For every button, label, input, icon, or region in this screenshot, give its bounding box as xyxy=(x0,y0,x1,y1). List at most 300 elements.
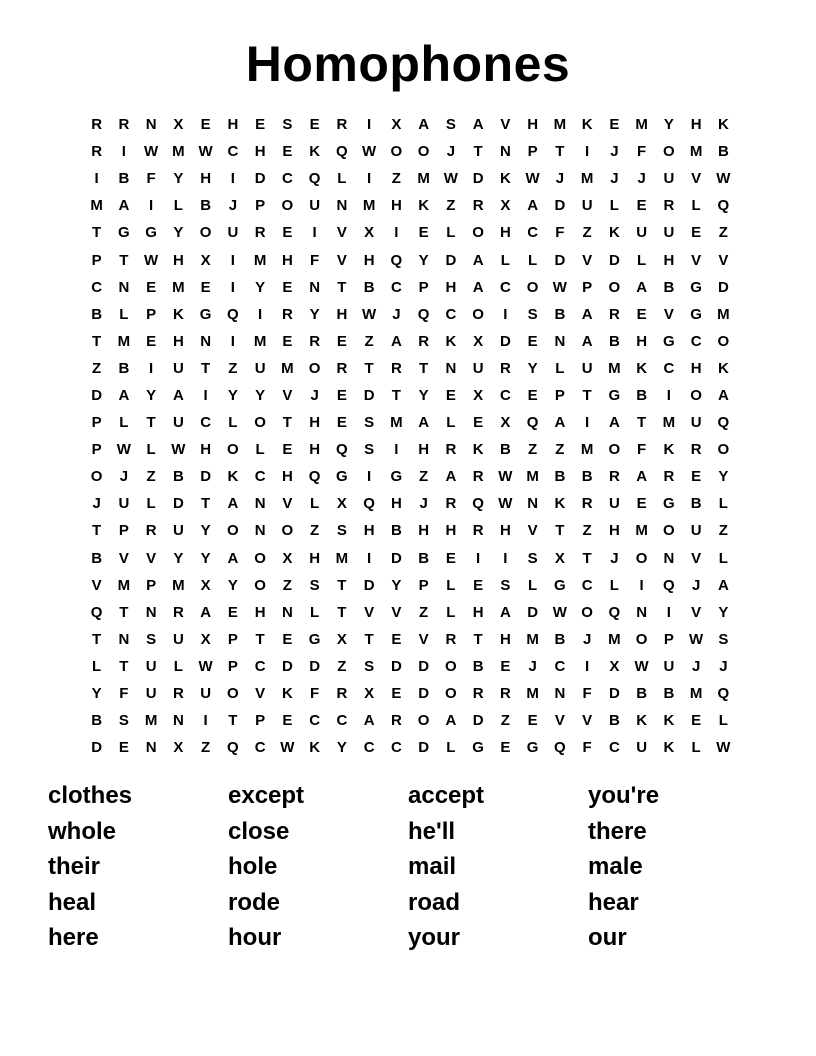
grid-letter: I xyxy=(230,251,235,269)
grid-letter: H xyxy=(445,522,457,540)
grid-letter: Q xyxy=(608,603,621,621)
grid-letter: E xyxy=(118,739,129,757)
grid-letter: O xyxy=(254,414,266,432)
grid-letter: I xyxy=(149,359,154,377)
grid-letter: V xyxy=(718,251,729,269)
grid-letter: Q xyxy=(417,305,430,323)
grid-letter: E xyxy=(282,712,293,730)
grid-letter: B xyxy=(472,657,484,675)
grid-letter: A xyxy=(118,386,130,404)
grid-letter: C xyxy=(690,332,702,350)
grid-letter: W xyxy=(552,278,567,296)
grid-letter: B xyxy=(118,359,130,377)
grid-letter: R xyxy=(336,685,348,703)
grid-letter: L xyxy=(446,576,456,594)
grid-letter: H xyxy=(472,603,484,621)
grid-letter: T xyxy=(119,603,129,621)
grid-letter: K xyxy=(418,197,430,215)
grid-letter: V xyxy=(691,170,702,188)
grid-letter: Q xyxy=(717,197,730,215)
grid-letter: F xyxy=(637,441,647,459)
grid-letter: F xyxy=(119,685,129,703)
grid-letter: O xyxy=(90,468,103,486)
word-list-item: clothes xyxy=(48,782,133,809)
grid-letter: H xyxy=(172,332,184,350)
grid-letter: O xyxy=(690,386,702,404)
grid-letter: N xyxy=(445,359,457,377)
grid-letter: D xyxy=(363,386,375,404)
grid-letter: Y xyxy=(91,685,102,703)
grid-letter: P xyxy=(418,278,429,296)
grid-letter: L xyxy=(691,197,701,215)
grid-letter: B xyxy=(608,332,620,350)
grid-letter: Q xyxy=(90,603,103,621)
grid-letter: M xyxy=(90,197,103,215)
grid-letter: V xyxy=(336,224,347,242)
grid-row xyxy=(83,545,737,572)
grid-letter: X xyxy=(500,414,511,432)
grid-letter: H xyxy=(499,522,511,540)
grid-letter: H xyxy=(336,305,348,323)
grid-letter: D xyxy=(445,251,457,269)
grid-letter: K xyxy=(663,739,675,757)
word-list-item: accept xyxy=(408,782,485,809)
word-list-item: heal xyxy=(48,888,97,916)
grid-row xyxy=(83,517,737,544)
grid-letter: O xyxy=(581,603,593,621)
grid-letter: I xyxy=(476,549,481,567)
word-list-item: here xyxy=(48,924,99,952)
grid-letter: S xyxy=(364,414,375,432)
grid-letter: E xyxy=(445,386,456,404)
grid-letter: A xyxy=(390,332,402,350)
grid-letter: G xyxy=(308,630,321,648)
grid-letter: V xyxy=(282,495,293,513)
grid-letter: G xyxy=(390,468,403,486)
grid-letter: X xyxy=(609,657,620,675)
grid-letter: B xyxy=(608,712,620,730)
grid-letter: J xyxy=(582,630,592,648)
grid-letter: Y xyxy=(146,386,157,404)
grid-letter: D xyxy=(472,712,484,730)
word-list-item: our xyxy=(588,924,627,952)
grid-letter: I xyxy=(367,468,372,486)
grid-letter: F xyxy=(582,739,592,757)
grid-letter: T xyxy=(473,630,483,648)
grid-letter: U xyxy=(663,224,675,242)
grid-letter: B xyxy=(91,305,103,323)
grid-letter: E xyxy=(146,332,157,350)
grid-letter: J xyxy=(92,495,101,513)
grid-letter: U xyxy=(608,495,620,513)
grid-letter: A xyxy=(445,712,457,730)
grid-letter: I xyxy=(367,170,372,188)
grid-letter: E xyxy=(282,278,293,296)
grid-letter: C xyxy=(363,739,375,757)
grid-letter: I xyxy=(666,386,671,404)
grid-letter: R xyxy=(499,685,511,703)
grid-letter: Q xyxy=(472,495,484,513)
grid-letter: R xyxy=(445,495,457,513)
grid-letter: B xyxy=(172,468,184,486)
grid-letter: N xyxy=(499,143,511,161)
grid-letter: Z xyxy=(419,603,429,621)
grid-letter: X xyxy=(364,685,375,703)
grid-letter: K xyxy=(636,359,648,377)
grid-row xyxy=(83,301,737,328)
grid-letter: C xyxy=(608,739,620,757)
grid-row xyxy=(83,274,737,301)
word-list-item: hear xyxy=(588,888,639,916)
grid-letter: K xyxy=(717,359,729,377)
grid-letter: U xyxy=(172,359,184,377)
grid-letter: D xyxy=(309,657,321,675)
grid-letter: E xyxy=(418,224,429,242)
grid-letter: N xyxy=(554,332,566,350)
grid-letter: O xyxy=(608,278,621,296)
grid-letter: O xyxy=(663,143,675,161)
grid-row xyxy=(83,246,737,273)
grid-letter: T xyxy=(555,522,565,540)
grid-letter: T xyxy=(473,143,483,161)
grid-letter: X xyxy=(173,739,184,757)
grid-letter: A xyxy=(118,197,130,215)
grid-letter: K xyxy=(472,441,484,459)
grid-letter: K xyxy=(636,712,648,730)
grid-letter: E xyxy=(282,630,293,648)
grid-letter: J xyxy=(610,549,619,567)
grid-letter: L xyxy=(691,739,701,757)
grid-letter: M xyxy=(689,143,703,161)
grid-letter: I xyxy=(639,576,644,594)
grid-letter: H xyxy=(363,251,375,269)
grid-letter: Y xyxy=(173,224,184,242)
grid-letter: N xyxy=(254,495,266,513)
grid-letter: I xyxy=(585,143,590,161)
grid-letter: G xyxy=(526,739,539,757)
grid-letter: Y xyxy=(173,170,184,188)
grid-letter: M xyxy=(526,468,539,486)
grid-letter: M xyxy=(526,685,539,703)
grid-letter: E xyxy=(527,712,538,730)
grid-letter: N xyxy=(554,685,566,703)
grid-letter: R xyxy=(91,116,103,134)
grid-letter: R xyxy=(390,359,402,377)
grid-letter: V xyxy=(691,251,702,269)
grid-letter: E xyxy=(227,603,238,621)
word-list-item: male xyxy=(588,853,643,881)
grid-letter: V xyxy=(527,522,538,540)
grid-letter: A xyxy=(472,278,484,296)
grid-letter: N xyxy=(663,549,675,567)
grid-letter: S xyxy=(336,522,347,540)
grid-letter: P xyxy=(527,143,538,161)
grid-letter: X xyxy=(200,251,211,269)
grid-letter: R xyxy=(309,332,321,350)
grid-letter: O xyxy=(635,549,648,567)
grid-letter: Z xyxy=(718,522,728,540)
grid-letter: I xyxy=(230,332,235,350)
grid-letter: G xyxy=(145,224,157,242)
grid-letter: J xyxy=(555,170,565,188)
grid-letter: N xyxy=(200,332,212,350)
grid-letter: R xyxy=(336,359,348,377)
grid-letter: K xyxy=(717,116,729,134)
grid-letter: V xyxy=(91,576,102,594)
grid-letter: B xyxy=(418,549,430,567)
grid-letter: R xyxy=(608,305,620,323)
grid-letter: M xyxy=(717,305,730,323)
grid-letter: K xyxy=(499,170,511,188)
grid-letter: A xyxy=(472,116,484,134)
grid-letter: O xyxy=(417,143,430,161)
grid-letter: U xyxy=(581,197,593,215)
grid-letter: E xyxy=(282,224,293,242)
grid-letter: N xyxy=(527,495,539,513)
grid-letter: O xyxy=(717,441,730,459)
grid-letter: E xyxy=(636,495,647,513)
grid-letter: J xyxy=(228,197,238,215)
grid-letter: Q xyxy=(717,414,730,432)
grid-letter: X xyxy=(336,495,347,513)
grid-letter: I xyxy=(258,305,263,323)
grid-letter: E xyxy=(609,116,620,134)
grid-letter: E xyxy=(527,332,538,350)
grid-letter: L xyxy=(718,495,728,513)
grid-letter: T xyxy=(92,224,102,242)
grid-letter: V xyxy=(691,603,702,621)
grid-letter: D xyxy=(608,685,620,703)
grid-letter: V xyxy=(691,549,702,567)
grid-letter: M xyxy=(390,414,403,432)
grid-letter: J xyxy=(610,143,619,161)
grid-letter: G xyxy=(690,305,702,323)
grid-letter: I xyxy=(503,305,508,323)
grid-letter: V xyxy=(554,712,565,730)
grid-letter: X xyxy=(554,549,565,567)
grid-letter: H xyxy=(690,116,702,134)
grid-letter: L xyxy=(228,414,238,432)
grid-letter: Z xyxy=(282,576,292,594)
grid-letter: X xyxy=(282,549,293,567)
grid-letter: T xyxy=(391,386,401,404)
grid-letter: Y xyxy=(418,386,429,404)
grid-letter: Q xyxy=(336,143,348,161)
grid-letter: D xyxy=(527,603,539,621)
grid-letter: P xyxy=(91,251,102,269)
grid-letter: B xyxy=(636,685,648,703)
grid-letter: E xyxy=(527,386,538,404)
grid-letter: I xyxy=(203,712,208,730)
grid-letter: T xyxy=(119,657,129,675)
grid-letter: Y xyxy=(418,251,429,269)
grid-letter: I xyxy=(666,603,671,621)
grid-letter: Z xyxy=(419,468,429,486)
grid-letter: Z xyxy=(446,197,456,215)
grid-letter: H xyxy=(254,143,266,161)
grid-letter: Y xyxy=(200,549,211,567)
grid-letter: U xyxy=(472,359,484,377)
grid-letter: E xyxy=(255,116,266,134)
grid-letter: W xyxy=(198,143,213,161)
grid-letter: B xyxy=(554,630,566,648)
grid-letter: Z xyxy=(555,441,565,459)
grid-letter: M xyxy=(635,522,648,540)
grid-letter: E xyxy=(445,549,456,567)
grid-row xyxy=(83,707,737,734)
grid-letter: N xyxy=(254,522,266,540)
grid-letter: P xyxy=(255,712,266,730)
grid-letter: H xyxy=(390,197,402,215)
grid-letter: R xyxy=(472,468,484,486)
grid-letter: O xyxy=(227,441,239,459)
grid-letter: A xyxy=(636,468,648,486)
grid-letter: O xyxy=(281,197,294,215)
grid-letter: B xyxy=(554,305,566,323)
grid-letter: S xyxy=(118,712,129,730)
grid-letter: W xyxy=(634,657,649,675)
grid-letter: S xyxy=(364,441,375,459)
grid-letter: S xyxy=(146,630,157,648)
grid-letter: E xyxy=(146,278,157,296)
grid-letter: O xyxy=(227,685,239,703)
grid-letter: L xyxy=(446,739,456,757)
grid-letter: T xyxy=(146,414,156,432)
grid-letter: C xyxy=(554,657,566,675)
grid-letter: L xyxy=(92,657,102,675)
grid-letter: B xyxy=(636,386,648,404)
grid-letter: T xyxy=(364,359,374,377)
grid-letter: M xyxy=(172,143,185,161)
grid-letter: A xyxy=(172,386,184,404)
grid-letter: L xyxy=(555,359,565,377)
grid-letter: O xyxy=(308,359,321,377)
grid-letter: Y xyxy=(391,576,402,594)
grid-row xyxy=(83,192,737,219)
grid-letter: L xyxy=(146,495,156,513)
grid-letter: A xyxy=(581,305,593,323)
grid-letter: P xyxy=(91,441,102,459)
grid-letter: U xyxy=(118,495,130,513)
grid-letter: K xyxy=(554,495,566,513)
grid-letter: X xyxy=(364,224,375,242)
grid-letter: L xyxy=(173,657,183,675)
grid-letter: I xyxy=(149,197,154,215)
grid-letter: I xyxy=(394,224,399,242)
grid-letter: D xyxy=(418,739,430,757)
grid-letter: Q xyxy=(554,739,566,757)
grid-letter: M xyxy=(662,414,676,432)
grid-letter: D xyxy=(554,197,566,215)
grid-letter: P xyxy=(227,630,238,648)
grid-letter: N xyxy=(172,712,184,730)
grid-letter: Q xyxy=(308,170,321,188)
grid-letter: N xyxy=(336,197,348,215)
grid-row xyxy=(83,599,737,626)
grid-letter: R xyxy=(281,305,293,323)
grid-letter: C xyxy=(336,712,348,730)
grid-letter: T xyxy=(119,251,129,269)
grid-letter: F xyxy=(146,170,156,188)
grid-letter: O xyxy=(526,278,539,296)
grid-letter: E xyxy=(200,116,211,134)
grid-letter: M xyxy=(689,685,703,703)
grid-letter: X xyxy=(500,197,511,215)
grid-letter: J xyxy=(419,495,428,513)
grid-letter: T xyxy=(92,630,102,648)
grid-letter: X xyxy=(200,576,211,594)
grid-letter: H xyxy=(608,522,620,540)
grid-letter: A xyxy=(717,386,729,404)
grid-letter: K xyxy=(227,468,239,486)
grid-letter: V xyxy=(391,603,402,621)
grid-letter: A xyxy=(717,576,729,594)
grid-letter: C xyxy=(390,739,402,757)
grid-letter: W xyxy=(144,143,159,161)
grid-letter: O xyxy=(472,224,484,242)
grid-letter: I xyxy=(121,143,126,161)
grid-letter: D xyxy=(254,170,266,188)
grid-letter: K xyxy=(608,224,620,242)
grid-letter: C xyxy=(499,386,511,404)
grid-letter: M xyxy=(144,712,158,730)
grid-letter: R xyxy=(663,468,675,486)
grid-letter: T xyxy=(419,359,429,377)
grid-letter: Q xyxy=(227,305,239,323)
grid-letter: O xyxy=(717,332,730,350)
grid-letter: C xyxy=(445,305,457,323)
grid-letter: P xyxy=(582,278,593,296)
grid-letter: G xyxy=(472,739,484,757)
grid-letter: K xyxy=(445,332,457,350)
grid-letter: Y xyxy=(200,522,211,540)
grid-letter: M xyxy=(172,278,185,296)
grid-letter: E xyxy=(691,712,702,730)
grid-letter: V xyxy=(146,549,157,567)
grid-letter: E xyxy=(309,116,320,134)
grid-letter: U xyxy=(145,685,157,703)
grid-letter: X xyxy=(173,116,184,134)
grid-letter: W xyxy=(144,251,159,269)
grid-letter: A xyxy=(472,251,484,269)
grid-letter: A xyxy=(636,278,648,296)
grid-letter: H xyxy=(418,441,430,459)
grid-letter: U xyxy=(690,414,702,432)
grid-letter: Y xyxy=(718,468,729,486)
grid-letter: P xyxy=(118,522,129,540)
grid-letter: F xyxy=(582,685,592,703)
grid-letter: L xyxy=(337,170,347,188)
grid-letter: U xyxy=(172,522,184,540)
grid-letter: P xyxy=(146,576,157,594)
grid-letter: D xyxy=(363,576,375,594)
grid-letter: M xyxy=(635,116,648,134)
grid-letter: H xyxy=(309,441,321,459)
grid-letter: A xyxy=(608,414,620,432)
grid-letter: B xyxy=(499,441,511,459)
grid-letter: R xyxy=(472,685,484,703)
grid-letter: W xyxy=(171,441,186,459)
grid-row xyxy=(83,165,737,192)
grid-letter: R xyxy=(445,441,457,459)
grid-letter: H xyxy=(663,251,675,269)
grid-letter: D xyxy=(418,657,430,675)
grid-letter: Z xyxy=(201,739,211,757)
grid-letter: A xyxy=(227,549,239,567)
grid-letter: Z xyxy=(146,468,156,486)
grid-letter: X xyxy=(473,332,484,350)
grid-letter: J xyxy=(119,468,129,486)
